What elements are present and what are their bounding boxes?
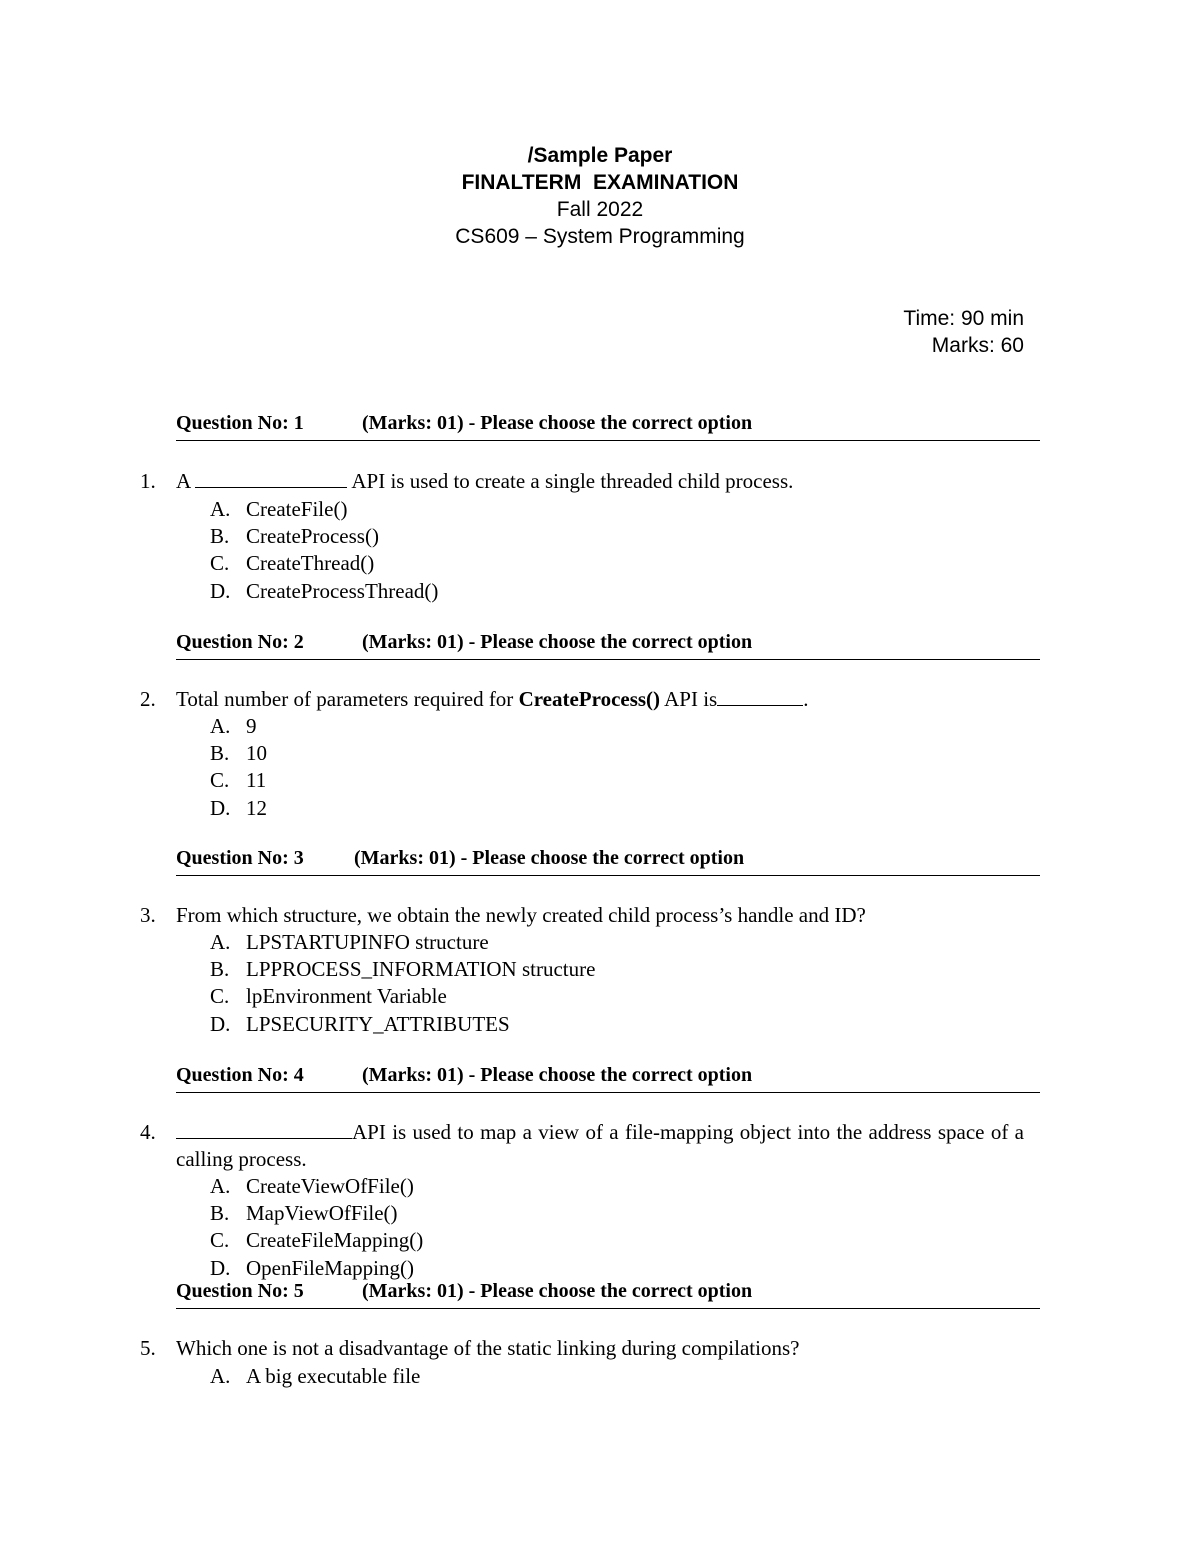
question-text-4 xyxy=(140,1119,1024,1173)
question-text-mid: API is xyxy=(660,687,718,711)
question-number: 1. xyxy=(140,469,156,493)
api-name: CreateProcess() xyxy=(518,687,661,711)
option-item xyxy=(210,740,267,767)
option-letter: D. xyxy=(210,795,231,820)
exam-time: Time: 90 min xyxy=(903,307,1024,330)
option-text: CreateProcess() xyxy=(246,524,379,549)
option-text: lpEnvironment Variable xyxy=(246,984,447,1009)
question-marks-label: (Marks: 01) - Please choose the correct option xyxy=(362,631,753,653)
option-letter: A. xyxy=(210,1174,231,1198)
option-letter: B. xyxy=(210,524,230,549)
question-number: 5. xyxy=(140,1336,156,1360)
option-letter: C. xyxy=(210,551,230,576)
question-marks-label: (Marks: 01) - Please choose the correct option xyxy=(354,847,745,869)
option-text: 11 xyxy=(246,768,267,793)
option-item xyxy=(210,929,595,956)
exam-header xyxy=(0,142,1200,250)
question-number-label: Question No: 3 xyxy=(176,847,304,869)
option-text: CreateFileMapping() xyxy=(246,1228,424,1253)
option-item xyxy=(210,578,438,605)
question-text-start: A xyxy=(176,469,191,493)
options-list-3 xyxy=(210,929,595,1038)
option-letter: D. xyxy=(210,1255,231,1280)
option-item xyxy=(210,496,438,523)
answer-blank xyxy=(717,687,803,706)
exam-marks: Marks: 60 xyxy=(931,334,1024,357)
option-letter: D. xyxy=(210,1011,231,1036)
question-text-5 xyxy=(140,1335,1040,1362)
option-text: LPSECURITY_ATTRIBUTES xyxy=(246,1011,510,1036)
question-heading-2 xyxy=(176,631,1040,660)
option-letter: B. xyxy=(210,1201,230,1226)
question-number-label: Question No: 2 xyxy=(176,631,304,653)
option-letter: A. xyxy=(210,497,231,521)
question-number-label: Question No: 1 xyxy=(176,412,304,434)
option-text: 12 xyxy=(246,795,267,820)
question-text: API is used to map a view of a file-mapping object into the address space of a calling process. xyxy=(176,1120,1024,1171)
question-text-3 xyxy=(140,902,1040,929)
option-item xyxy=(210,713,267,740)
course-title: CS609 – System Programming xyxy=(455,225,745,248)
question-text-1 xyxy=(140,468,1040,495)
question-heading-3 xyxy=(176,847,1040,876)
option-text: 9 xyxy=(246,714,257,738)
option-item xyxy=(210,1011,595,1038)
option-letter: C. xyxy=(210,768,230,793)
options-list-2 xyxy=(210,713,267,822)
option-text: CreateThread() xyxy=(246,551,375,576)
exam-term: Fall 2022 xyxy=(556,198,644,221)
question-text-end: API is used to create a single threaded child process. xyxy=(347,469,794,493)
question-number: 3. xyxy=(140,903,156,927)
option-item xyxy=(210,956,595,983)
option-item xyxy=(210,795,267,822)
option-letter: A. xyxy=(210,930,231,954)
question-marks-label: (Marks: 01) - Please choose the correct option xyxy=(362,412,753,434)
question-heading-4 xyxy=(176,1064,1040,1093)
answer-blank xyxy=(176,1120,352,1139)
option-item xyxy=(210,1255,423,1282)
question-number-label: Question No: 4 xyxy=(176,1064,304,1086)
exam-meta xyxy=(903,305,1024,359)
option-text: CreateFile() xyxy=(246,497,348,521)
option-item xyxy=(210,983,595,1010)
question-heading-5 xyxy=(176,1280,1040,1309)
question-text-end: . xyxy=(803,687,809,711)
option-letter: C. xyxy=(210,1228,230,1253)
question-text: From which structure, we obtain the newly created child process’s handle and ID? xyxy=(176,903,866,927)
question-marks-label: (Marks: 01) - Please choose the correct option xyxy=(362,1064,753,1086)
options-list-5 xyxy=(210,1363,420,1390)
option-text: CreateViewOfFile() xyxy=(246,1174,414,1198)
question-text-start: Total number of parameters required for xyxy=(176,687,519,711)
option-item xyxy=(210,523,438,550)
option-item xyxy=(210,767,267,794)
option-letter: A. xyxy=(210,1364,231,1388)
option-text: A big executable file xyxy=(246,1364,421,1388)
option-letter: C. xyxy=(210,984,230,1009)
option-item xyxy=(210,1173,423,1200)
option-item xyxy=(210,550,438,577)
option-letter: A. xyxy=(210,714,231,738)
option-text: CreateProcessThread() xyxy=(246,578,439,603)
answer-blank xyxy=(195,469,347,488)
option-text: OpenFileMapping() xyxy=(246,1255,414,1280)
options-list-4 xyxy=(210,1173,423,1282)
question-text: Which one is not a disadvantage of the static linking during compilations? xyxy=(176,1336,800,1360)
paper-label: /Sample Paper xyxy=(527,144,673,167)
option-letter: B. xyxy=(210,957,230,982)
option-item xyxy=(210,1227,423,1254)
options-list-1 xyxy=(210,496,438,605)
option-text: MapViewOfFile() xyxy=(246,1201,398,1226)
question-heading-1 xyxy=(176,412,1040,441)
question-text-2 xyxy=(140,686,1040,713)
option-item xyxy=(210,1363,420,1390)
option-letter: B. xyxy=(210,741,230,766)
option-text: LPSTARTUPINFO structure xyxy=(246,930,489,954)
question-number: 2. xyxy=(140,687,156,711)
option-item xyxy=(210,1200,423,1227)
question-number-label: Question No: 5 xyxy=(176,1280,304,1302)
option-text: 10 xyxy=(246,741,267,766)
option-letter: D. xyxy=(210,578,231,603)
option-text: LPPROCESS_INFORMATION structure xyxy=(246,957,596,982)
question-number: 4. xyxy=(140,1120,156,1144)
exam-title: FINALTERM EXAMINATION xyxy=(461,171,739,194)
question-marks-label: (Marks: 01) - Please choose the correct option xyxy=(362,1280,753,1302)
